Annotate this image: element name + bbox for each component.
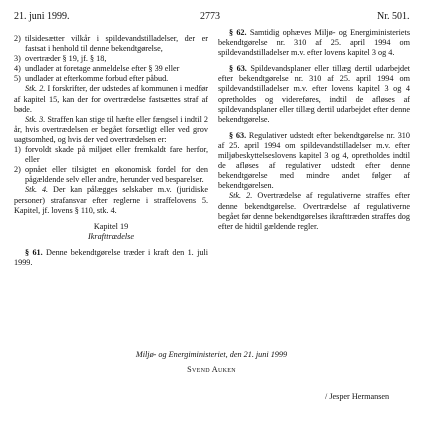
right-column xyxy=(218,28,410,232)
item-text: forvoldt skade på miljøet eller fremkaldt fare herfor, eller xyxy=(25,145,208,165)
paragraph-text: Overtrædelse af regulativerne straffes efter denne bekendtgørelse. Overtrædelse af regulativerne begået før denne bekendtgørelses ikrafttræden straffes dog efter de hidtil gældende regler. xyxy=(218,191,410,231)
paragraph-62 xyxy=(218,28,410,58)
paragraph-stk4 xyxy=(14,185,208,215)
stk-label: Stk. 2. xyxy=(25,84,46,94)
item-text: undlader at foretage anmeldelse efter § 39 eller xyxy=(25,64,180,74)
chapter-title: Ikrafttrædelse xyxy=(88,231,134,241)
paragraph-text: Straffen kan stige til hæfte eller fængsel i indtil 2 år, hvis overtrædelsen er begået forsætligt eller ved grov uagtsomhed, og hvis der ved overtrædelsen er: xyxy=(14,114,208,144)
paragraph-stk3 xyxy=(14,115,208,145)
item-number: 2) xyxy=(14,34,21,43)
document-number: Nr. 501. xyxy=(377,11,410,22)
paragraph-text: Regulativer udstedt efter bekendtgørelse nr. 310 af 25. april 1994 om spildevandstilladelser m.v. efter miljøbeskyttelseslovens kapitel 3 og 4, opretholdes indtil de afløses af regulativer udstedt efter denne bekendtgørelse med mindre andet følger af bekendtgørelsen. xyxy=(218,130,410,191)
item-text: tilsidesætter vilkår i spildevandstilladelser, der er fastsat i henhold til denne bekendtgørelse, xyxy=(25,34,208,54)
page-number: 2773 xyxy=(200,11,220,22)
section-label: § 61. xyxy=(25,247,43,257)
stk-label: Stk. 2. xyxy=(229,191,253,201)
list-item xyxy=(14,64,208,74)
item-text: opnået eller tilsigtet en økonomisk fordel for den pågældende selv eller andre, herunder ved besparelser. xyxy=(25,165,208,185)
paragraph-63b xyxy=(218,131,410,192)
list-item xyxy=(14,34,208,54)
header-date: 21. juni 1999. xyxy=(14,11,70,22)
section-label: § 63. xyxy=(229,64,247,74)
paragraph-61 xyxy=(14,248,208,268)
paragraph-63a xyxy=(218,64,410,125)
paragraph-text: Spildevandsplaner eller tillæg dertil udarbejdet efter bekendtgørelse nr. 310 af 25. april 1994 om spildevandstilladelser m.v. efter lovens kapitel 3 og 4 opretholdes og videreføres, indtil de afløses af spildevandsplaner eller tillæg dertil udarbejdet efter denne bekendtgørelse. xyxy=(218,64,411,124)
paragraph-text: Der kan pålægges selskaber m.v. (juridiske personer) strafansvar efter reglerne i straffelovens 5. Kapitel, jf. lovens § 110, stk. 4. xyxy=(14,185,209,215)
item-text: overtræder § 19, jf. § 18, xyxy=(25,54,107,64)
ministry-date-line: Miljø- og Energiministeriet, den 21. juni 1999 xyxy=(135,350,288,359)
left-column xyxy=(14,34,208,268)
paragraph-text: Samtidig ophæves Miljø- og Energiministeriets bekendtgørelse nr. 310 af 25. april 1994 om spildevandstilladelser m.v. efter lovens kapitel 3 og 4. xyxy=(218,28,411,58)
section-label: § 63. xyxy=(229,130,247,140)
stk-label: Stk. 3. xyxy=(25,114,46,124)
item-number: 3) xyxy=(14,54,21,64)
section-label: § 62. xyxy=(229,28,247,37)
item-text: undlader at efterkomme forbud efter påbud. xyxy=(25,74,169,84)
paragraph-stk2 xyxy=(218,191,410,231)
chapter-heading: Kapitel 19 xyxy=(93,221,129,231)
list-item xyxy=(14,165,208,185)
minister-name: Svend Auken xyxy=(187,365,236,374)
list-item xyxy=(14,54,208,64)
paragraph-text: Denne bekendtgørelse træder i kraft den 1. juli 1999. xyxy=(14,247,208,267)
list-item xyxy=(14,74,208,84)
list-item xyxy=(14,145,208,165)
item-number: 2) xyxy=(14,165,21,175)
paragraph-text: I forskrifter, der udstedes af kommunen i medfør af kapitel 15, kan der for overtrædelse fastsættes straf af bøde. xyxy=(14,84,209,114)
official-name: / Jesper Hermansen xyxy=(325,392,390,401)
stk-label: Stk. 4. xyxy=(25,185,49,195)
item-number: 5) xyxy=(14,74,21,84)
paragraph-stk2 xyxy=(14,84,208,114)
item-number: 1) xyxy=(14,145,21,155)
item-number: 4) xyxy=(14,64,21,74)
